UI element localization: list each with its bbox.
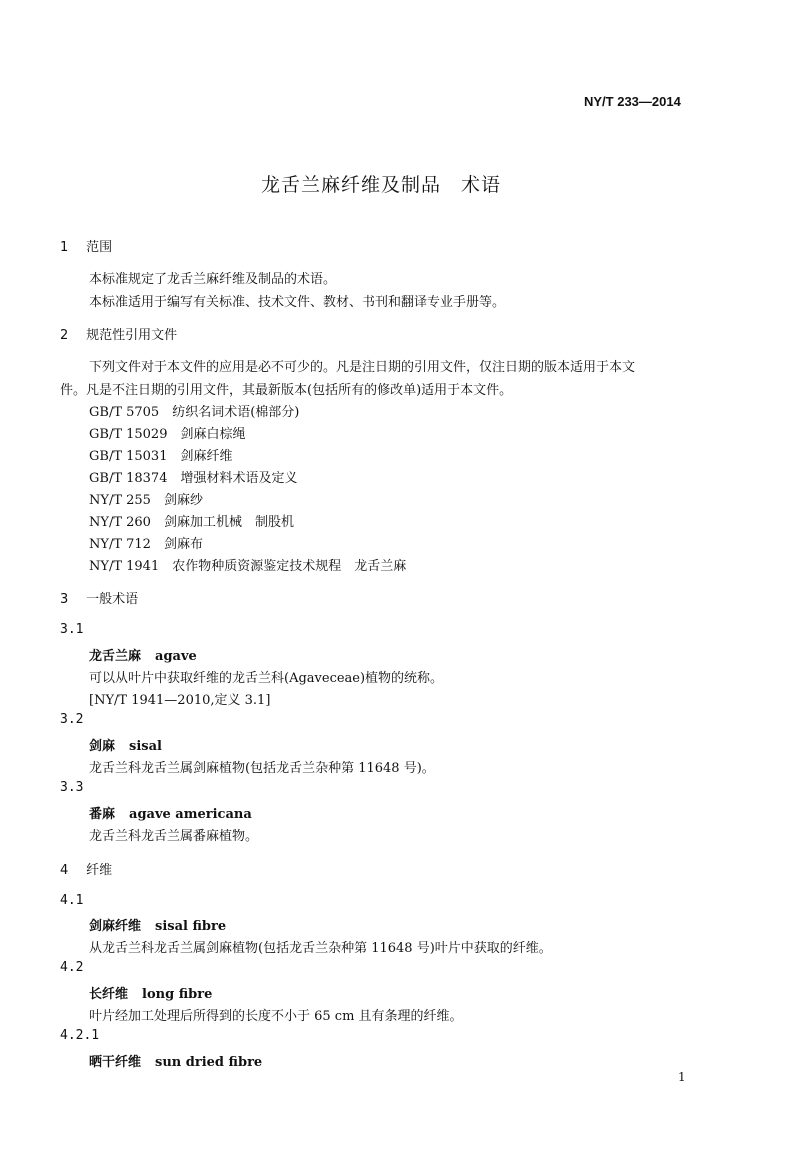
term-english: agave americana bbox=[129, 807, 252, 822]
reference-code: GB/T 18374 bbox=[89, 471, 168, 486]
reference-name: 剑麻纤维 bbox=[180, 449, 233, 464]
document-title: 龙舌兰麻纤维及制品 术语 bbox=[260, 174, 501, 196]
section-number: 3 bbox=[60, 592, 69, 607]
section-1-heading bbox=[60, 236, 112, 255]
reference-name: 农作物种质资源鉴定技术规程 龙舌兰麻 bbox=[172, 559, 407, 574]
term-chinese: 长纤维 bbox=[89, 987, 129, 1002]
reference-code: NY/T 1941 bbox=[89, 559, 160, 574]
term-heading bbox=[89, 983, 212, 1002]
term-definition: 叶片经加工处理后所得到的长度不小于 65 cm 且有条理的纤维。 bbox=[89, 1009, 463, 1024]
term-number: 4.2 bbox=[60, 960, 84, 975]
term-number: 4.1 bbox=[60, 893, 84, 908]
term-heading bbox=[89, 803, 252, 822]
reference-name: 增强材料术语及定义 bbox=[180, 471, 298, 486]
standard-number: NY/T 233—2014 bbox=[584, 94, 681, 109]
section-number: 4 bbox=[60, 863, 69, 878]
reference-code: NY/T 260 bbox=[89, 515, 151, 530]
normative-intro-line-2: 件。凡是不注日期的引用文件，其最新版本(包括所有的修改单)适用于本文件。 bbox=[60, 383, 513, 398]
section-4-heading bbox=[60, 859, 112, 878]
term-definition: 龙舌兰科龙舌兰属剑麻植物(包括龙舌兰杂种第 11648 号)。 bbox=[89, 761, 435, 776]
reference-item bbox=[89, 467, 298, 486]
term-chinese: 晒干纤维 bbox=[89, 1055, 142, 1070]
section-title: 纤维 bbox=[86, 863, 113, 878]
term-chinese: 剑麻纤维 bbox=[89, 919, 142, 934]
section-number: 1 bbox=[60, 240, 69, 255]
term-english: agave bbox=[155, 649, 197, 664]
reference-item bbox=[89, 423, 246, 442]
reference-item bbox=[89, 401, 299, 420]
term-heading bbox=[89, 915, 226, 934]
reference-item bbox=[89, 489, 203, 508]
section-title: 一般术语 bbox=[86, 592, 139, 607]
term-chinese: 番麻 bbox=[89, 807, 116, 822]
section-title: 规范性引用文件 bbox=[86, 328, 178, 343]
term-definition: 可以从叶片中获取纤维的龙舌兰科(Agaveceae)植物的统称。 bbox=[89, 671, 444, 686]
term-number: 3.2 bbox=[60, 712, 84, 727]
page-number: 1 bbox=[678, 1070, 686, 1084]
term-english: sun dried fibre bbox=[155, 1055, 263, 1070]
reference-code: NY/T 712 bbox=[89, 537, 151, 552]
term-english: sisal fibre bbox=[155, 919, 227, 934]
reference-code: GB/T 5705 bbox=[89, 405, 160, 420]
term-chinese: 剑麻 bbox=[89, 739, 116, 754]
section-title: 范围 bbox=[86, 240, 113, 255]
reference-item bbox=[89, 511, 294, 530]
section-number: 2 bbox=[60, 328, 69, 343]
reference-item bbox=[89, 445, 233, 464]
section-3-heading bbox=[60, 588, 138, 607]
scope-paragraph-2: 本标准适用于编写有关标准、技术文件、教材、书刊和翻译专业手册等。 bbox=[89, 295, 506, 310]
reference-item bbox=[89, 555, 406, 574]
term-definition: 从龙舌兰科龙舌兰属剑麻植物(包括龙舌兰杂种第 11648 号)叶片中获取的纤维。 bbox=[89, 941, 552, 956]
term-heading bbox=[89, 1051, 262, 1070]
normative-intro-line-1: 下列文件对于本文件的应用是必不可少的。凡是注日期的引用文件，仅注日期的版本适用于本文 bbox=[89, 360, 636, 375]
term-english: sisal bbox=[129, 739, 162, 754]
term-number: 3.3 bbox=[60, 780, 84, 795]
term-number: 4.2.1 bbox=[60, 1028, 100, 1043]
term-heading bbox=[89, 645, 197, 664]
term-chinese: 龙舌兰麻 bbox=[89, 649, 142, 664]
reference-item bbox=[89, 533, 203, 552]
term-definition: 龙舌兰科龙舌兰属番麻植物。 bbox=[89, 829, 259, 844]
reference-code: NY/T 255 bbox=[89, 493, 151, 508]
reference-name: 剑麻加工机械 制股机 bbox=[163, 515, 294, 530]
scope-paragraph-1: 本标准规定了龙舌兰麻纤维及制品的术语。 bbox=[89, 272, 337, 287]
term-number: 3.1 bbox=[60, 622, 84, 637]
reference-name: 纺织名词术语(棉部分) bbox=[172, 405, 300, 420]
term-heading bbox=[89, 735, 162, 754]
section-2-heading bbox=[60, 324, 177, 343]
term-source: [NY/T 1941—2010,定义 3.1] bbox=[89, 693, 271, 708]
reference-code: GB/T 15029 bbox=[89, 427, 168, 442]
term-english: long fibre bbox=[142, 987, 213, 1002]
reference-name: 剑麻白棕绳 bbox=[180, 427, 246, 442]
reference-code: GB/T 15031 bbox=[89, 449, 168, 464]
reference-name: 剑麻纱 bbox=[163, 493, 203, 508]
reference-name: 剑麻布 bbox=[163, 537, 203, 552]
